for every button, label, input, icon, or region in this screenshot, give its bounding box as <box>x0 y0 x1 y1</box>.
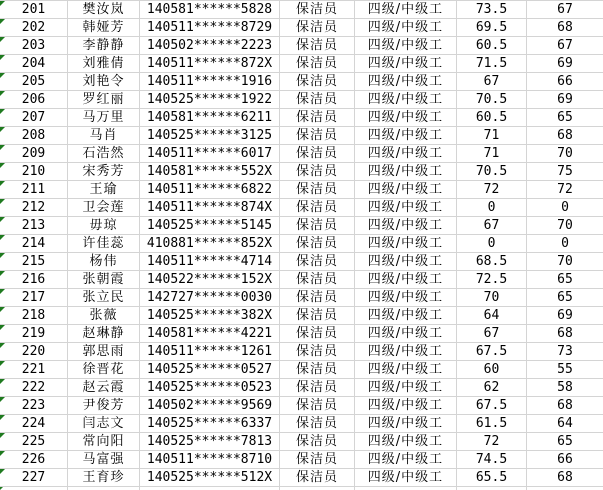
table-row <box>0 235 603 253</box>
cell-id-masked[interactable]: 140511******872X <box>140 55 280 73</box>
cell-position[interactable]: 保洁员 <box>280 253 355 271</box>
cell-row-number[interactable]: 204 <box>0 55 68 73</box>
cell-row-number[interactable]: 202 <box>0 19 68 37</box>
cell-position[interactable]: 保洁员 <box>280 307 355 325</box>
cell-id-masked[interactable]: 140511******8710 <box>140 451 280 469</box>
cell-position[interactable]: 保洁员 <box>280 91 355 109</box>
cell-name[interactable]: 张朝霞 <box>68 271 140 289</box>
cell-name[interactable]: 闫志文 <box>68 415 140 433</box>
cell-position[interactable]: 保洁员 <box>280 469 355 487</box>
cell-id-masked[interactable]: 410881******852X <box>140 235 280 253</box>
cell-row-number[interactable]: 226 <box>0 451 68 469</box>
error-indicator-icon <box>0 73 5 78</box>
cell-id-masked[interactable]: 140525******3125 <box>140 127 280 145</box>
error-indicator-icon <box>0 1 5 6</box>
cell-score-2[interactable]: 69 <box>527 55 603 73</box>
cell-level[interactable]: 四级/中级工 <box>355 307 457 325</box>
cell-id-masked[interactable]: 140581******552X <box>140 163 280 181</box>
table-row <box>0 307 603 325</box>
cell-score-2[interactable]: 0 <box>527 199 603 217</box>
cell-row-number[interactable]: 224 <box>0 415 68 433</box>
cell-name[interactable]: 樊汝岚 <box>68 1 140 19</box>
table-row <box>0 55 603 73</box>
cell-score-1[interactable]: 73.5 <box>457 1 527 19</box>
cell-position[interactable]: 保洁员 <box>280 199 355 217</box>
error-indicator-icon <box>0 19 5 24</box>
cell-score-2[interactable]: 68 <box>527 469 603 487</box>
cell-position[interactable]: 保洁员 <box>280 127 355 145</box>
table-row <box>0 181 603 199</box>
cell-score-2[interactable]: 75 <box>527 163 603 181</box>
error-indicator-icon <box>0 289 5 294</box>
cell-score-1[interactable]: 67 <box>457 217 527 235</box>
cell-position[interactable]: 保洁员 <box>280 55 355 73</box>
cell-score-2[interactable]: 66 <box>527 73 603 91</box>
cell-row-number[interactable]: 219 <box>0 325 68 343</box>
cell-position[interactable]: 保洁员 <box>280 19 355 37</box>
cell-level[interactable]: 四级/中级工 <box>355 325 457 343</box>
cell-score-2[interactable]: 72 <box>527 181 603 199</box>
cell-name[interactable]: 赵云霞 <box>68 379 140 397</box>
cell-level[interactable]: 四级/中级工 <box>355 145 457 163</box>
cell-id-masked[interactable]: 140525******1922 <box>140 91 280 109</box>
cell-score-1[interactable]: 64 <box>457 307 527 325</box>
table-row <box>0 469 603 487</box>
cell-level[interactable]: 四级/中级工 <box>355 199 457 217</box>
cell-position[interactable]: 保洁员 <box>280 361 355 379</box>
cell-name[interactable]: 刘雅倩 <box>68 55 140 73</box>
cell-name[interactable]: 宋秀芳 <box>68 163 140 181</box>
table-row <box>0 253 603 271</box>
cell-level[interactable]: 四级/中级工 <box>355 217 457 235</box>
error-indicator-icon <box>0 343 5 348</box>
error-indicator-icon <box>0 271 5 276</box>
error-indicator-icon <box>0 415 5 420</box>
cell-id-masked[interactable]: 140511******874X <box>140 199 280 217</box>
cell-name[interactable]: 徐晋花 <box>68 361 140 379</box>
cell-position[interactable]: 保洁员 <box>280 289 355 307</box>
table-row <box>0 1 603 19</box>
cell-id-masked[interactable]: 140525******5145 <box>140 217 280 235</box>
cell-name[interactable]: 王育珍 <box>68 469 140 487</box>
table-row <box>0 199 603 217</box>
cell-score-1[interactable]: 60 <box>457 361 527 379</box>
cell-score-2[interactable]: 65 <box>527 289 603 307</box>
table-row <box>0 451 603 469</box>
table-row <box>0 433 603 451</box>
cell-row-number[interactable]: 225 <box>0 433 68 451</box>
cell-score-1[interactable]: 65.5 <box>457 469 527 487</box>
cell-id-masked[interactable]: 140511******8729 <box>140 19 280 37</box>
error-indicator-icon <box>0 451 5 456</box>
error-indicator-icon <box>0 199 5 204</box>
cell-id-masked[interactable]: 140511******1916 <box>140 73 280 91</box>
cell-score-2[interactable]: 67 <box>527 37 603 55</box>
cell-score-1[interactable]: 61.5 <box>457 415 527 433</box>
cell-level[interactable]: 四级/中级工 <box>355 109 457 127</box>
error-indicator-icon <box>0 55 5 60</box>
cell-name[interactable]: 罗红丽 <box>68 91 140 109</box>
table-row <box>0 163 603 181</box>
cell-row-number[interactable]: 223 <box>0 397 68 415</box>
cell-position[interactable]: 保洁员 <box>280 379 355 397</box>
table-row <box>0 415 603 433</box>
table-row <box>0 91 603 109</box>
cell-name[interactable]: 尹俊芳 <box>68 397 140 415</box>
cell-position[interactable]: 保洁员 <box>280 415 355 433</box>
cell-row-number[interactable]: 205 <box>0 73 68 91</box>
cell-name[interactable]: 许佳蕊 <box>68 235 140 253</box>
cell-position[interactable]: 保洁员 <box>280 217 355 235</box>
cell-position[interactable]: 保洁员 <box>280 271 355 289</box>
cell-score-2[interactable]: 68 <box>527 325 603 343</box>
cell-position[interactable]: 保洁员 <box>280 37 355 55</box>
cell-name[interactable]: 张立民 <box>68 289 140 307</box>
cell-id-masked[interactable]: 140511******4714 <box>140 253 280 271</box>
cell-position[interactable]: 保洁员 <box>280 433 355 451</box>
cell-row-number[interactable]: 216 <box>0 271 68 289</box>
cell-position[interactable]: 保洁员 <box>280 451 355 469</box>
table-body <box>0 1 603 487</box>
error-indicator-icon <box>0 145 5 150</box>
cell-score-2[interactable]: 55 <box>527 361 603 379</box>
cell-score-1[interactable]: 71 <box>457 145 527 163</box>
cell-row-number[interactable]: 207 <box>0 109 68 127</box>
cell-id-masked[interactable]: 140525******0523 <box>140 379 280 397</box>
cell-level[interactable]: 四级/中级工 <box>355 271 457 289</box>
cell-id-masked[interactable]: 140525******382X <box>140 307 280 325</box>
error-indicator-icon <box>0 469 5 474</box>
cell-id-masked[interactable]: 140525******6337 <box>140 415 280 433</box>
cell-level[interactable]: 四级/中级工 <box>355 289 457 307</box>
table-row <box>0 73 603 91</box>
cell-score-1[interactable]: 67.5 <box>457 397 527 415</box>
cell-position[interactable]: 保洁员 <box>280 163 355 181</box>
cell-name[interactable]: 韩娅芳 <box>68 19 140 37</box>
cell-name[interactable]: 毋琼 <box>68 217 140 235</box>
cell-name[interactable]: 王瑜 <box>68 181 140 199</box>
cell-score-1[interactable]: 72 <box>457 433 527 451</box>
cell-row-number[interactable]: 210 <box>0 163 68 181</box>
table-row <box>0 289 603 307</box>
cell-score-2[interactable]: 69 <box>527 91 603 109</box>
cell-row-number[interactable]: 211 <box>0 181 68 199</box>
error-indicator-icon <box>0 361 5 366</box>
cell-id-masked[interactable]: 140525******0527 <box>140 361 280 379</box>
cell-score-2[interactable]: 70 <box>527 217 603 235</box>
cell-score-2[interactable]: 73 <box>527 343 603 361</box>
error-indicator-icon <box>0 433 5 438</box>
cell-id-masked[interactable]: 140581******4221 <box>140 325 280 343</box>
cell-position[interactable]: 保洁员 <box>280 145 355 163</box>
table-row <box>0 397 603 415</box>
table-row <box>0 361 603 379</box>
cell-row-number[interactable]: 201 <box>0 1 68 19</box>
table-row <box>0 343 603 361</box>
cell-row-number[interactable]: 221 <box>0 361 68 379</box>
cell-row-number[interactable]: 220 <box>0 343 68 361</box>
cell-id-masked[interactable]: 142727******0030 <box>140 289 280 307</box>
cell-level[interactable]: 四级/中级工 <box>355 163 457 181</box>
cell-level[interactable]: 四级/中级工 <box>355 343 457 361</box>
cell-score-1[interactable]: 69.5 <box>457 19 527 37</box>
table-row <box>0 379 603 397</box>
cell-level[interactable]: 四级/中级工 <box>355 181 457 199</box>
cell-level[interactable]: 四级/中级工 <box>355 415 457 433</box>
cell-position[interactable]: 保洁员 <box>280 73 355 91</box>
cell-id-masked[interactable]: 140511******6017 <box>140 145 280 163</box>
cell-score-1[interactable]: 0 <box>457 199 527 217</box>
cell-name[interactable]: 常向阳 <box>68 433 140 451</box>
cell-row-number[interactable]: 213 <box>0 217 68 235</box>
cell-name[interactable]: 李静静 <box>68 37 140 55</box>
cell-id-masked[interactable]: 140525******7813 <box>140 433 280 451</box>
cell-row-number[interactable]: 217 <box>0 289 68 307</box>
cell-id-masked[interactable]: 140522******152X <box>140 271 280 289</box>
cell-level[interactable]: 四级/中级工 <box>355 361 457 379</box>
cell-score-1[interactable]: 60.5 <box>457 109 527 127</box>
cell-row-number[interactable]: 215 <box>0 253 68 271</box>
cell-score-2[interactable]: 68 <box>527 127 603 145</box>
cell-name[interactable]: 石浩然 <box>68 145 140 163</box>
cell-name[interactable]: 郭思雨 <box>68 343 140 361</box>
cell-score-1[interactable]: 71.5 <box>457 55 527 73</box>
cell-score-2[interactable]: 65 <box>527 433 603 451</box>
table-row <box>0 19 603 37</box>
cell-name[interactable]: 马肖 <box>68 127 140 145</box>
cell-score-2[interactable]: 65 <box>527 271 603 289</box>
cell-row-number[interactable]: 222 <box>0 379 68 397</box>
cell-score-1[interactable]: 67.5 <box>457 343 527 361</box>
cell-row-number[interactable]: 214 <box>0 235 68 253</box>
cell-score-1[interactable]: 60.5 <box>457 37 527 55</box>
cell-score-2[interactable]: 66 <box>527 451 603 469</box>
cell-level[interactable]: 四级/中级工 <box>355 469 457 487</box>
cell-level[interactable]: 四级/中级工 <box>355 37 457 55</box>
cell-level[interactable]: 四级/中级工 <box>355 451 457 469</box>
cell-score-1[interactable]: 67 <box>457 325 527 343</box>
cell-score-1[interactable]: 71 <box>457 127 527 145</box>
table-row <box>0 271 603 289</box>
error-indicator-icon <box>0 253 5 258</box>
cell-score-2[interactable]: 69 <box>527 307 603 325</box>
cell-score-1[interactable]: 68.5 <box>457 253 527 271</box>
cell-score-1[interactable]: 0 <box>457 235 527 253</box>
cell-score-2[interactable]: 58 <box>527 379 603 397</box>
cell-id-masked[interactable]: 140511******6822 <box>140 181 280 199</box>
cell-level[interactable]: 四级/中级工 <box>355 235 457 253</box>
error-indicator-icon <box>0 325 5 330</box>
cell-id-masked[interactable]: 140502******2223 <box>140 37 280 55</box>
cell-score-2[interactable]: 0 <box>527 235 603 253</box>
cell-score-2[interactable]: 70 <box>527 145 603 163</box>
cell-score-1[interactable]: 62 <box>457 379 527 397</box>
error-indicator-icon <box>0 181 5 186</box>
cell-level[interactable]: 四级/中级工 <box>355 397 457 415</box>
cell-name[interactable]: 卫会莲 <box>68 199 140 217</box>
cell-position[interactable]: 保洁员 <box>280 181 355 199</box>
cell-level[interactable]: 四级/中级工 <box>355 73 457 91</box>
error-indicator-icon <box>0 397 5 402</box>
cell-row-number[interactable]: 206 <box>0 91 68 109</box>
error-indicator-icon <box>0 163 5 168</box>
cell-score-2[interactable]: 65 <box>527 109 603 127</box>
cell-score-1[interactable]: 72 <box>457 181 527 199</box>
cell-score-2[interactable]: 64 <box>527 415 603 433</box>
cell-level[interactable]: 四级/中级工 <box>355 91 457 109</box>
table-row <box>0 127 603 145</box>
cell-row-number[interactable]: 203 <box>0 37 68 55</box>
error-indicator-icon <box>0 307 5 312</box>
table-row <box>0 37 603 55</box>
cell-score-1[interactable]: 74.5 <box>457 451 527 469</box>
error-indicator-icon <box>0 127 5 132</box>
cell-row-number[interactable]: 227 <box>0 469 68 487</box>
cell-name[interactable]: 杨伟 <box>68 253 140 271</box>
cell-position[interactable]: 保洁员 <box>280 343 355 361</box>
cell-position[interactable]: 保洁员 <box>280 397 355 415</box>
cell-level[interactable]: 四级/中级工 <box>355 253 457 271</box>
cell-row-number[interactable]: 209 <box>0 145 68 163</box>
error-indicator-icon <box>0 217 5 222</box>
cell-position[interactable]: 保洁员 <box>280 1 355 19</box>
error-indicator-icon <box>0 91 5 96</box>
cell-id-masked[interactable]: 140511******1261 <box>140 343 280 361</box>
cell-name[interactable]: 赵琳静 <box>68 325 140 343</box>
cell-row-number[interactable]: 218 <box>0 307 68 325</box>
table-row <box>0 109 603 127</box>
cell-position[interactable]: 保洁员 <box>280 109 355 127</box>
cell-level[interactable]: 四级/中级工 <box>355 1 457 19</box>
cell-row-number[interactable]: 212 <box>0 199 68 217</box>
cell-position[interactable]: 保洁员 <box>280 235 355 253</box>
cell-score-2[interactable]: 67 <box>527 1 603 19</box>
cell-position[interactable]: 保洁员 <box>280 325 355 343</box>
table-row <box>0 145 603 163</box>
cell-name[interactable]: 马万里 <box>68 109 140 127</box>
error-indicator-icon <box>0 379 5 384</box>
cell-id-masked[interactable]: 140581******6211 <box>140 109 280 127</box>
error-indicator-icon <box>0 109 5 114</box>
cell-level[interactable]: 四级/中级工 <box>355 379 457 397</box>
cell-score-1[interactable]: 70.5 <box>457 91 527 109</box>
cell-row-number[interactable]: 208 <box>0 127 68 145</box>
cell-id-masked[interactable]: 140525******512X <box>140 469 280 487</box>
cell-id-masked[interactable]: 140502******9569 <box>140 397 280 415</box>
cell-level[interactable]: 四级/中级工 <box>355 19 457 37</box>
cell-score-2[interactable]: 68 <box>527 397 603 415</box>
cell-score-1[interactable]: 70.5 <box>457 163 527 181</box>
cell-name[interactable]: 马富强 <box>68 451 140 469</box>
table-row <box>0 325 603 343</box>
error-indicator-icon <box>0 37 5 42</box>
cell-level[interactable]: 四级/中级工 <box>355 127 457 145</box>
cell-id-masked[interactable]: 140581******5828 <box>140 1 280 19</box>
cell-score-1[interactable]: 70 <box>457 289 527 307</box>
error-indicator-icon <box>0 235 5 240</box>
cell-level[interactable]: 四级/中级工 <box>355 55 457 73</box>
cell-name[interactable]: 张薇 <box>68 307 140 325</box>
cell-level[interactable]: 四级/中级工 <box>355 433 457 451</box>
cell-score-1[interactable]: 72.5 <box>457 271 527 289</box>
cell-score-2[interactable]: 68 <box>527 19 603 37</box>
cell-score-1[interactable]: 67 <box>457 73 527 91</box>
cell-score-2[interactable]: 70 <box>527 253 603 271</box>
cell-name[interactable]: 刘艳令 <box>68 73 140 91</box>
table-row <box>0 217 603 235</box>
